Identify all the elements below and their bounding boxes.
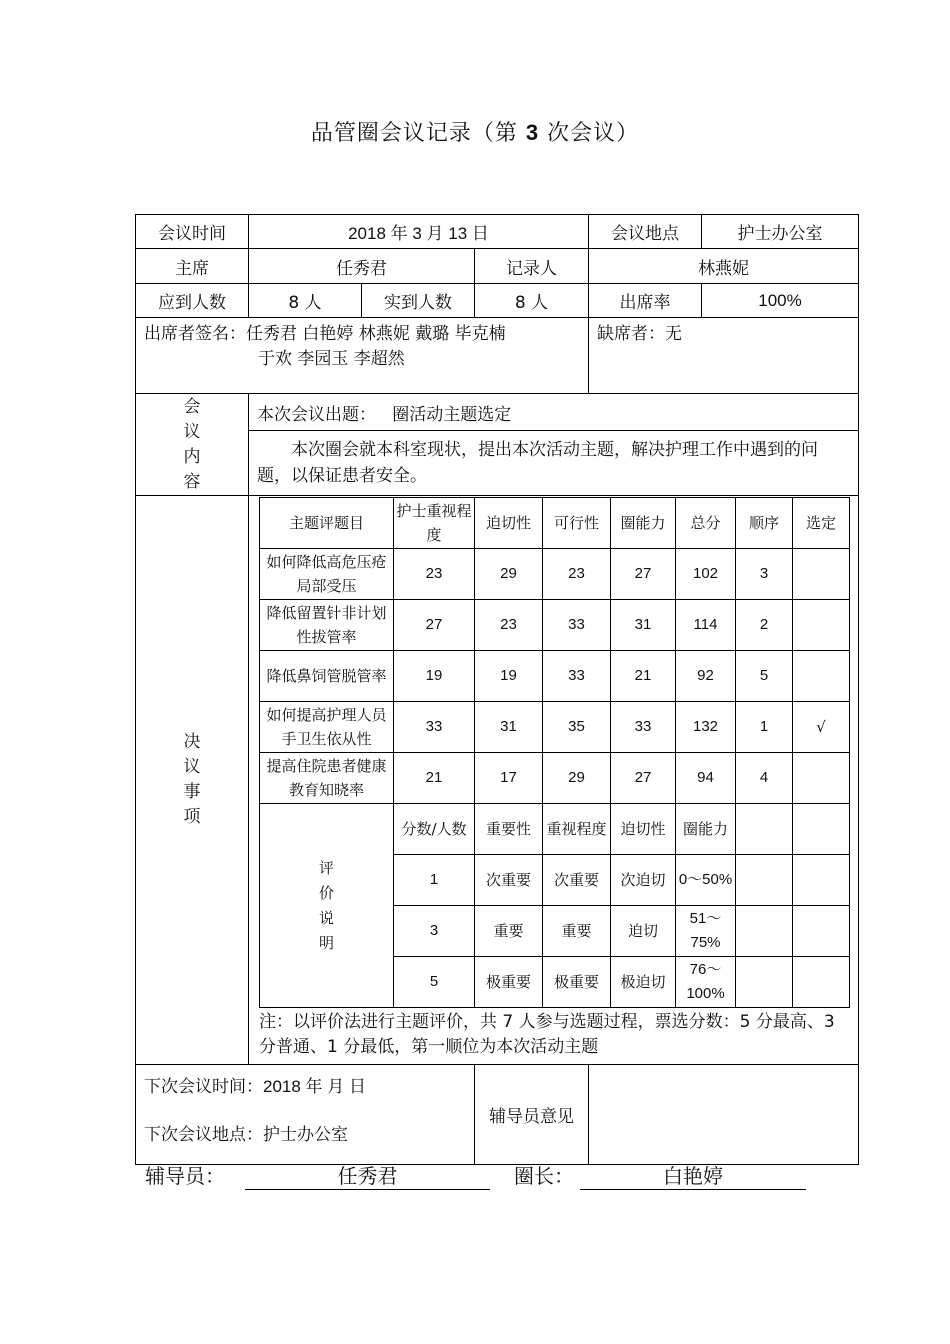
eval-score: 1 — [394, 855, 475, 906]
meeting-topic — [249, 394, 859, 431]
meeting-place-value: 护士办公室 — [702, 215, 859, 249]
row-order: 1 — [736, 702, 793, 753]
meeting-place-label: 会议地点 — [589, 215, 702, 249]
header-order: 顺序 — [736, 498, 793, 549]
attendees-cell — [136, 318, 589, 394]
eval-attention: 重要 — [543, 906, 611, 957]
content-label: 会 议 内 容 — [136, 394, 249, 496]
row-nurse: 21 — [394, 753, 475, 804]
evaluation-note: 注：以评价法进行主题评价，共 7 人参与选题过程，票选分数：5 分最高、3 分普通、1 分最低，第一顺位为本次活动主题 — [259, 1012, 835, 1057]
header-selected: 选定 — [793, 498, 850, 549]
meeting-summary: 本次圈会就本科室现状，提出本次活动主题，解决护理工作中遇到的问题，以保证患者安全。 — [249, 431, 859, 496]
header-feasibility: 可行性 — [543, 498, 611, 549]
eval-attention: 次重要 — [543, 855, 611, 906]
next-time-label: 下次会议时间： — [144, 1077, 263, 1097]
row-feasibility: 29 — [543, 753, 611, 804]
eval-capability: 0～50% — [676, 855, 736, 906]
advisor-opinion-value — [589, 1065, 859, 1165]
meeting-record-table — [135, 214, 859, 1165]
advisor-name: 任秀君 — [337, 1164, 398, 1188]
eval-score: 3 — [394, 906, 475, 957]
row-total: 92 — [676, 651, 736, 702]
next-place-value: 护士办公室 — [263, 1125, 348, 1145]
row-feasibility: 35 — [543, 702, 611, 753]
row-nurse: 19 — [394, 651, 475, 702]
actual-count-value: 8 人 — [475, 284, 589, 318]
absent-cell — [589, 318, 859, 394]
absent-label: 缺席者： — [597, 324, 666, 344]
row-order: 5 — [736, 651, 793, 702]
row-order: 3 — [736, 549, 793, 600]
recorder-value: 林燕妮 — [589, 249, 859, 284]
next-time-value: 2018 年 月 日 — [263, 1077, 366, 1096]
next-place-label: 下次会议地点： — [144, 1125, 263, 1145]
row-nurse: 23 — [394, 549, 475, 600]
row-nurse: 27 — [394, 600, 475, 651]
row-selected: √ — [793, 702, 850, 753]
chair-label: 主席 — [136, 249, 249, 284]
row-selected — [793, 651, 850, 702]
topic-scoring-table — [259, 497, 850, 1008]
row-total: 102 — [676, 549, 736, 600]
row-feasibility: 33 — [543, 651, 611, 702]
absent-value: 无 — [665, 324, 683, 344]
table-row — [260, 753, 850, 804]
row-topic: 提高住院患者健康教育知晓率 — [260, 753, 394, 804]
table-row — [260, 600, 850, 651]
scoring-header-row — [260, 498, 850, 549]
document-title: 品管圈会议记录（第 3 次会议） — [310, 120, 640, 146]
row-urgency: 17 — [475, 753, 543, 804]
eval-capability: 76～100% — [676, 957, 736, 1008]
row-urgency: 31 — [475, 702, 543, 753]
row-capability: 31 — [611, 600, 676, 651]
decision-label: 决 议 事 项 — [136, 496, 249, 1065]
header-total: 总分 — [676, 498, 736, 549]
expected-count-label: 应到人数 — [136, 284, 249, 318]
eval-importance: 极重要 — [475, 957, 543, 1008]
eval-attention: 极重要 — [543, 957, 611, 1008]
header-urgency: 迫切性 — [475, 498, 543, 549]
advisor-label: 辅导员： — [145, 1164, 225, 1188]
attendance-rate-label: 出席率 — [589, 284, 702, 318]
eval-header-capability: 圈能力 — [676, 804, 736, 855]
advisor-signature-line — [245, 1189, 490, 1190]
eval-header-row — [260, 804, 850, 855]
eval-importance: 次重要 — [475, 855, 543, 906]
row-topic: 如何降低高危压疮局部受压 — [260, 549, 394, 600]
leader-signature-line — [580, 1189, 806, 1190]
row-feasibility: 23 — [543, 549, 611, 600]
row-total: 132 — [676, 702, 736, 753]
eval-importance: 重要 — [475, 906, 543, 957]
attendees-line1: 任秀君 白艳婷 林燕妮 戴璐 毕克楠 — [246, 324, 506, 344]
eval-header-attention: 重视程度 — [543, 804, 611, 855]
row-selected — [793, 600, 850, 651]
row-nurse: 33 — [394, 702, 475, 753]
leader-name: 白艳婷 — [663, 1164, 723, 1188]
table-row — [260, 702, 850, 753]
header-capability: 圈能力 — [611, 498, 676, 549]
table-row — [260, 651, 850, 702]
eval-capability: 51～75% — [676, 906, 736, 957]
next-meeting-cell — [136, 1065, 475, 1165]
decision-cell — [249, 496, 859, 1065]
row-feasibility: 33 — [543, 600, 611, 651]
expected-count-value: 8 人 — [249, 284, 362, 318]
advisor-opinion-label: 辅导员意见 — [475, 1065, 589, 1165]
topic-label: 本次会议出题： — [257, 404, 376, 425]
row-selected — [793, 753, 850, 804]
meeting-time-label: 会议时间 — [136, 215, 249, 249]
row-order: 4 — [736, 753, 793, 804]
actual-count-label: 实到人数 — [362, 284, 475, 318]
row-capability: 33 — [611, 702, 676, 753]
table-row — [260, 549, 850, 600]
attendees-label: 出席者签名： — [144, 324, 246, 344]
eval-header-importance: 重要性 — [475, 804, 543, 855]
attendance-rate-value: 100% — [702, 284, 859, 318]
eval-urgency: 迫切 — [611, 906, 676, 957]
row-urgency: 29 — [475, 549, 543, 600]
eval-header-score: 分数/人数 — [394, 804, 475, 855]
eval-score: 5 — [394, 957, 475, 1008]
row-capability: 27 — [611, 549, 676, 600]
header-nurse-attention: 护士重视程度 — [394, 498, 475, 549]
row-urgency: 23 — [475, 600, 543, 651]
row-capability: 21 — [611, 651, 676, 702]
eval-urgency: 极迫切 — [611, 957, 676, 1008]
attendees-line2: 于欢 李园玉 李超然 — [258, 349, 405, 369]
row-urgency: 19 — [475, 651, 543, 702]
row-total: 94 — [676, 753, 736, 804]
row-order: 2 — [736, 600, 793, 651]
eval-urgency: 次迫切 — [611, 855, 676, 906]
meeting-time-value: 2018 年 3 月 13 日 — [249, 215, 589, 249]
eval-label: 评 价 说 明 — [260, 804, 394, 1008]
row-topic: 降低留置针非计划性拔管率 — [260, 600, 394, 651]
topic-value: 圈活动主题选定 — [392, 404, 512, 425]
header-topic: 主题评题目 — [260, 498, 394, 549]
recorder-label: 记录人 — [475, 249, 589, 284]
row-total: 114 — [676, 600, 736, 651]
eval-header-urgency: 迫切性 — [611, 804, 676, 855]
row-capability: 27 — [611, 753, 676, 804]
row-selected — [793, 549, 850, 600]
row-topic: 降低鼻饲管脱管率 — [260, 651, 394, 702]
leader-label: 圈长： — [514, 1164, 574, 1188]
chair-value: 任秀君 — [249, 249, 475, 284]
row-topic: 如何提高护理人员手卫生依从性 — [260, 702, 394, 753]
